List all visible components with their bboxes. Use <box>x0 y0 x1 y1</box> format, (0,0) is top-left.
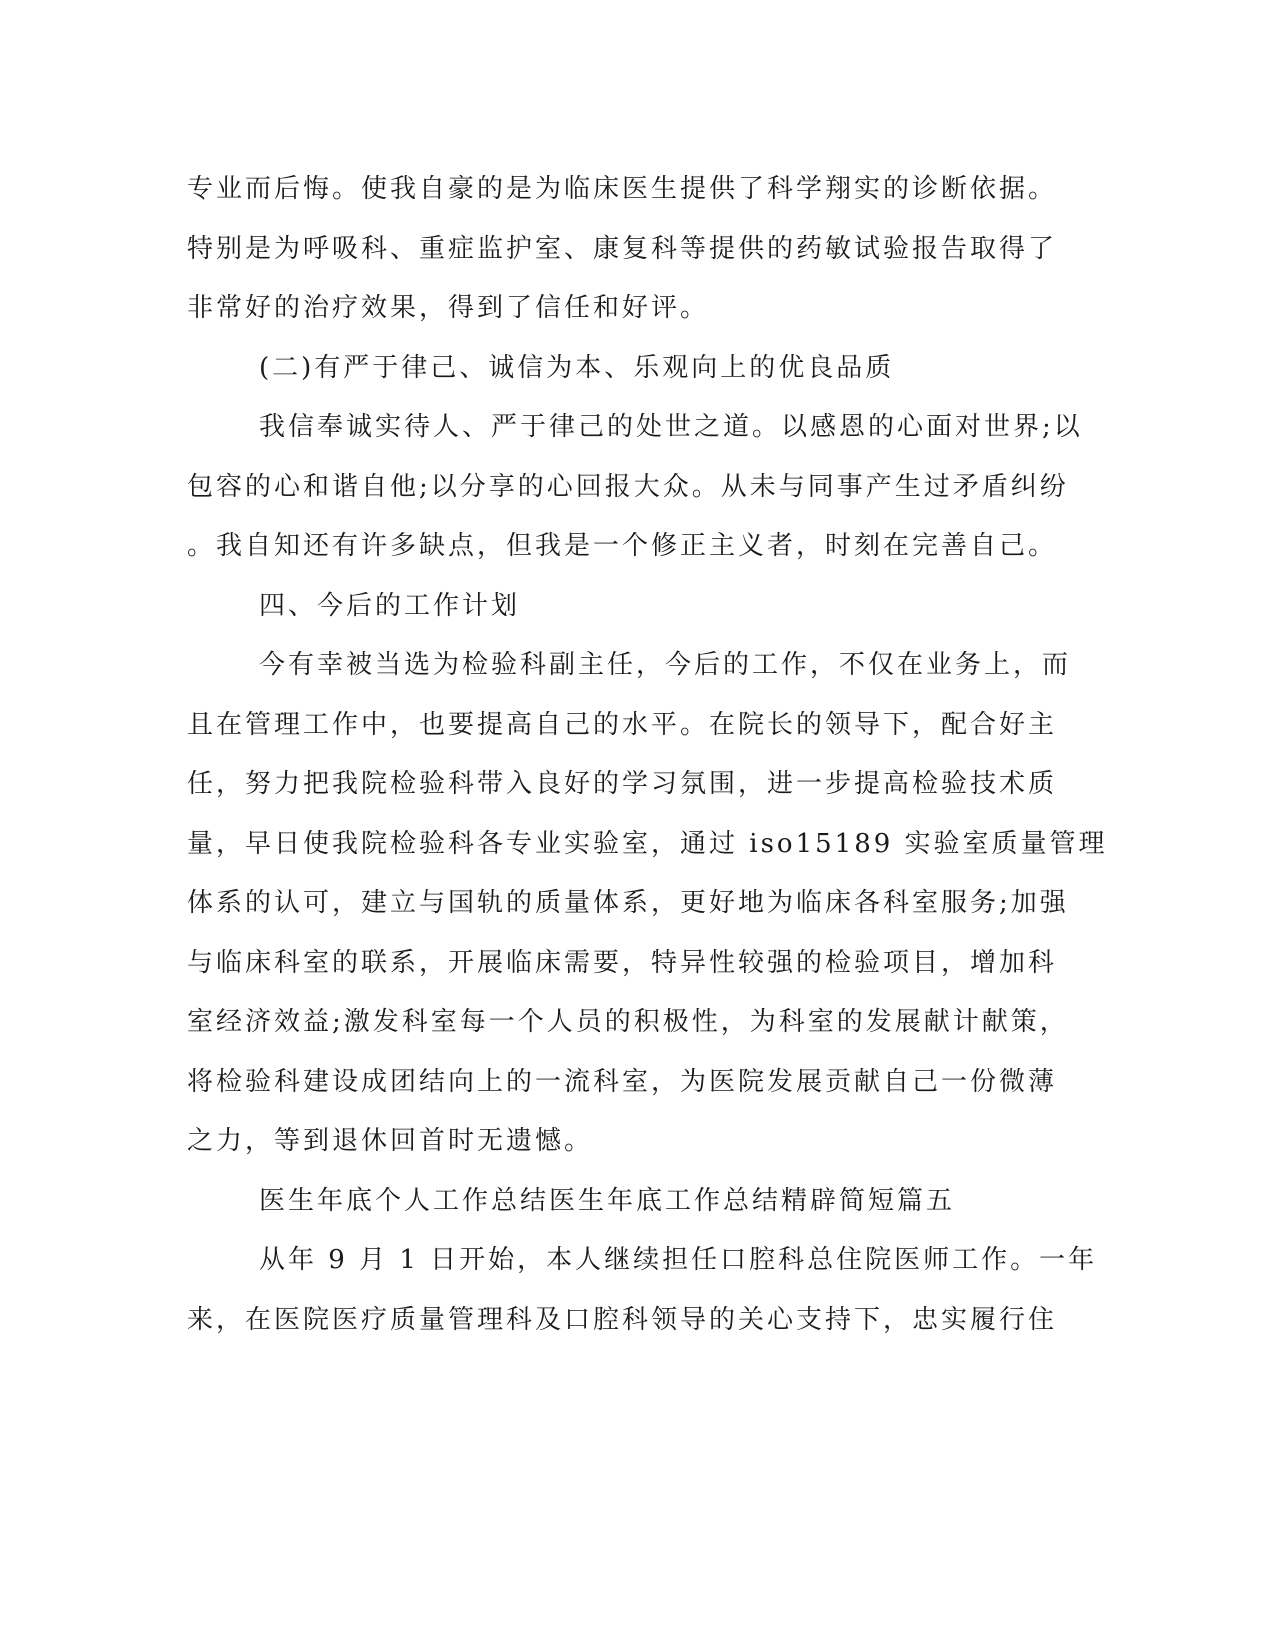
paragraph-start: 今有幸被当选为检验科副主任，今后的工作，不仅在业务上，而 <box>259 650 1072 680</box>
text-line: 非常好的治疗效果，得到了信任和好评。 <box>187 293 710 323</box>
text-line: 且在管理工作中，也要提高自己的水平。在院长的领导下，配合好主 <box>187 709 1058 740</box>
text-line: 将检验科建设成团结向上的一流科室，为医院发展贡献自己一份微薄 <box>187 1066 1058 1097</box>
text-line: 来，在医院医疗质量管理科及口腔科领导的关心支持下，忠实履行住 <box>187 1304 1058 1335</box>
document-body <box>187 160 1108 1350</box>
text-line: 量，早日使我院检验科各专业实验室，通过 iso15189 实验室质量管理 <box>187 828 1108 859</box>
text-line: 包容的心和谐自他;以分享的心回报大众。从未与同事产生过矛盾纠纷 <box>187 471 1069 502</box>
paragraph-start: 我信奉诚实待人、严于律己的处世之道。以感恩的心面对世界;以 <box>259 412 1083 442</box>
section-heading: 四、今后的工作计划 <box>259 590 521 621</box>
section-heading: (二)有严于律己、诚信为本、乐观向上的优良品质 <box>259 352 895 383</box>
text-line: 之力，等到退休回首时无遗憾。 <box>187 1126 594 1156</box>
article-title: 医生年底个人工作总结医生年底工作总结精辟简短篇五 <box>259 1185 956 1216</box>
paragraph-start: 从年 9 月 1 日开始，本人继续担任口腔科总住院医师工作。一年 <box>259 1245 1098 1275</box>
text-line: 。我自知还有许多缺点，但我是一个修正主义者，时刻在完善自己。 <box>187 531 1058 561</box>
text-line: 特别是为呼吸科、重症监护室、康复科等提供的药敏试验报告取得了 <box>187 233 1058 264</box>
text-line: 任，努力把我院检验科带入良好的学习氛围，进一步提高检验技术质 <box>187 769 1058 799</box>
text-line: 体系的认可，建立与国轨的质量体系，更好地为临床各科室服务;加强 <box>187 888 1069 918</box>
text-line: 与临床科室的联系，开展临床需要，特异性较强的检验项目，增加科 <box>187 947 1058 978</box>
text-line: 专业而后悔。使我自豪的是为临床医生提供了科学翔实的诊断依据。 <box>187 174 1058 204</box>
text-line: 室经济效益;激发科室每一个人员的积极性，为科室的发展献计献策， <box>187 1007 1069 1037</box>
